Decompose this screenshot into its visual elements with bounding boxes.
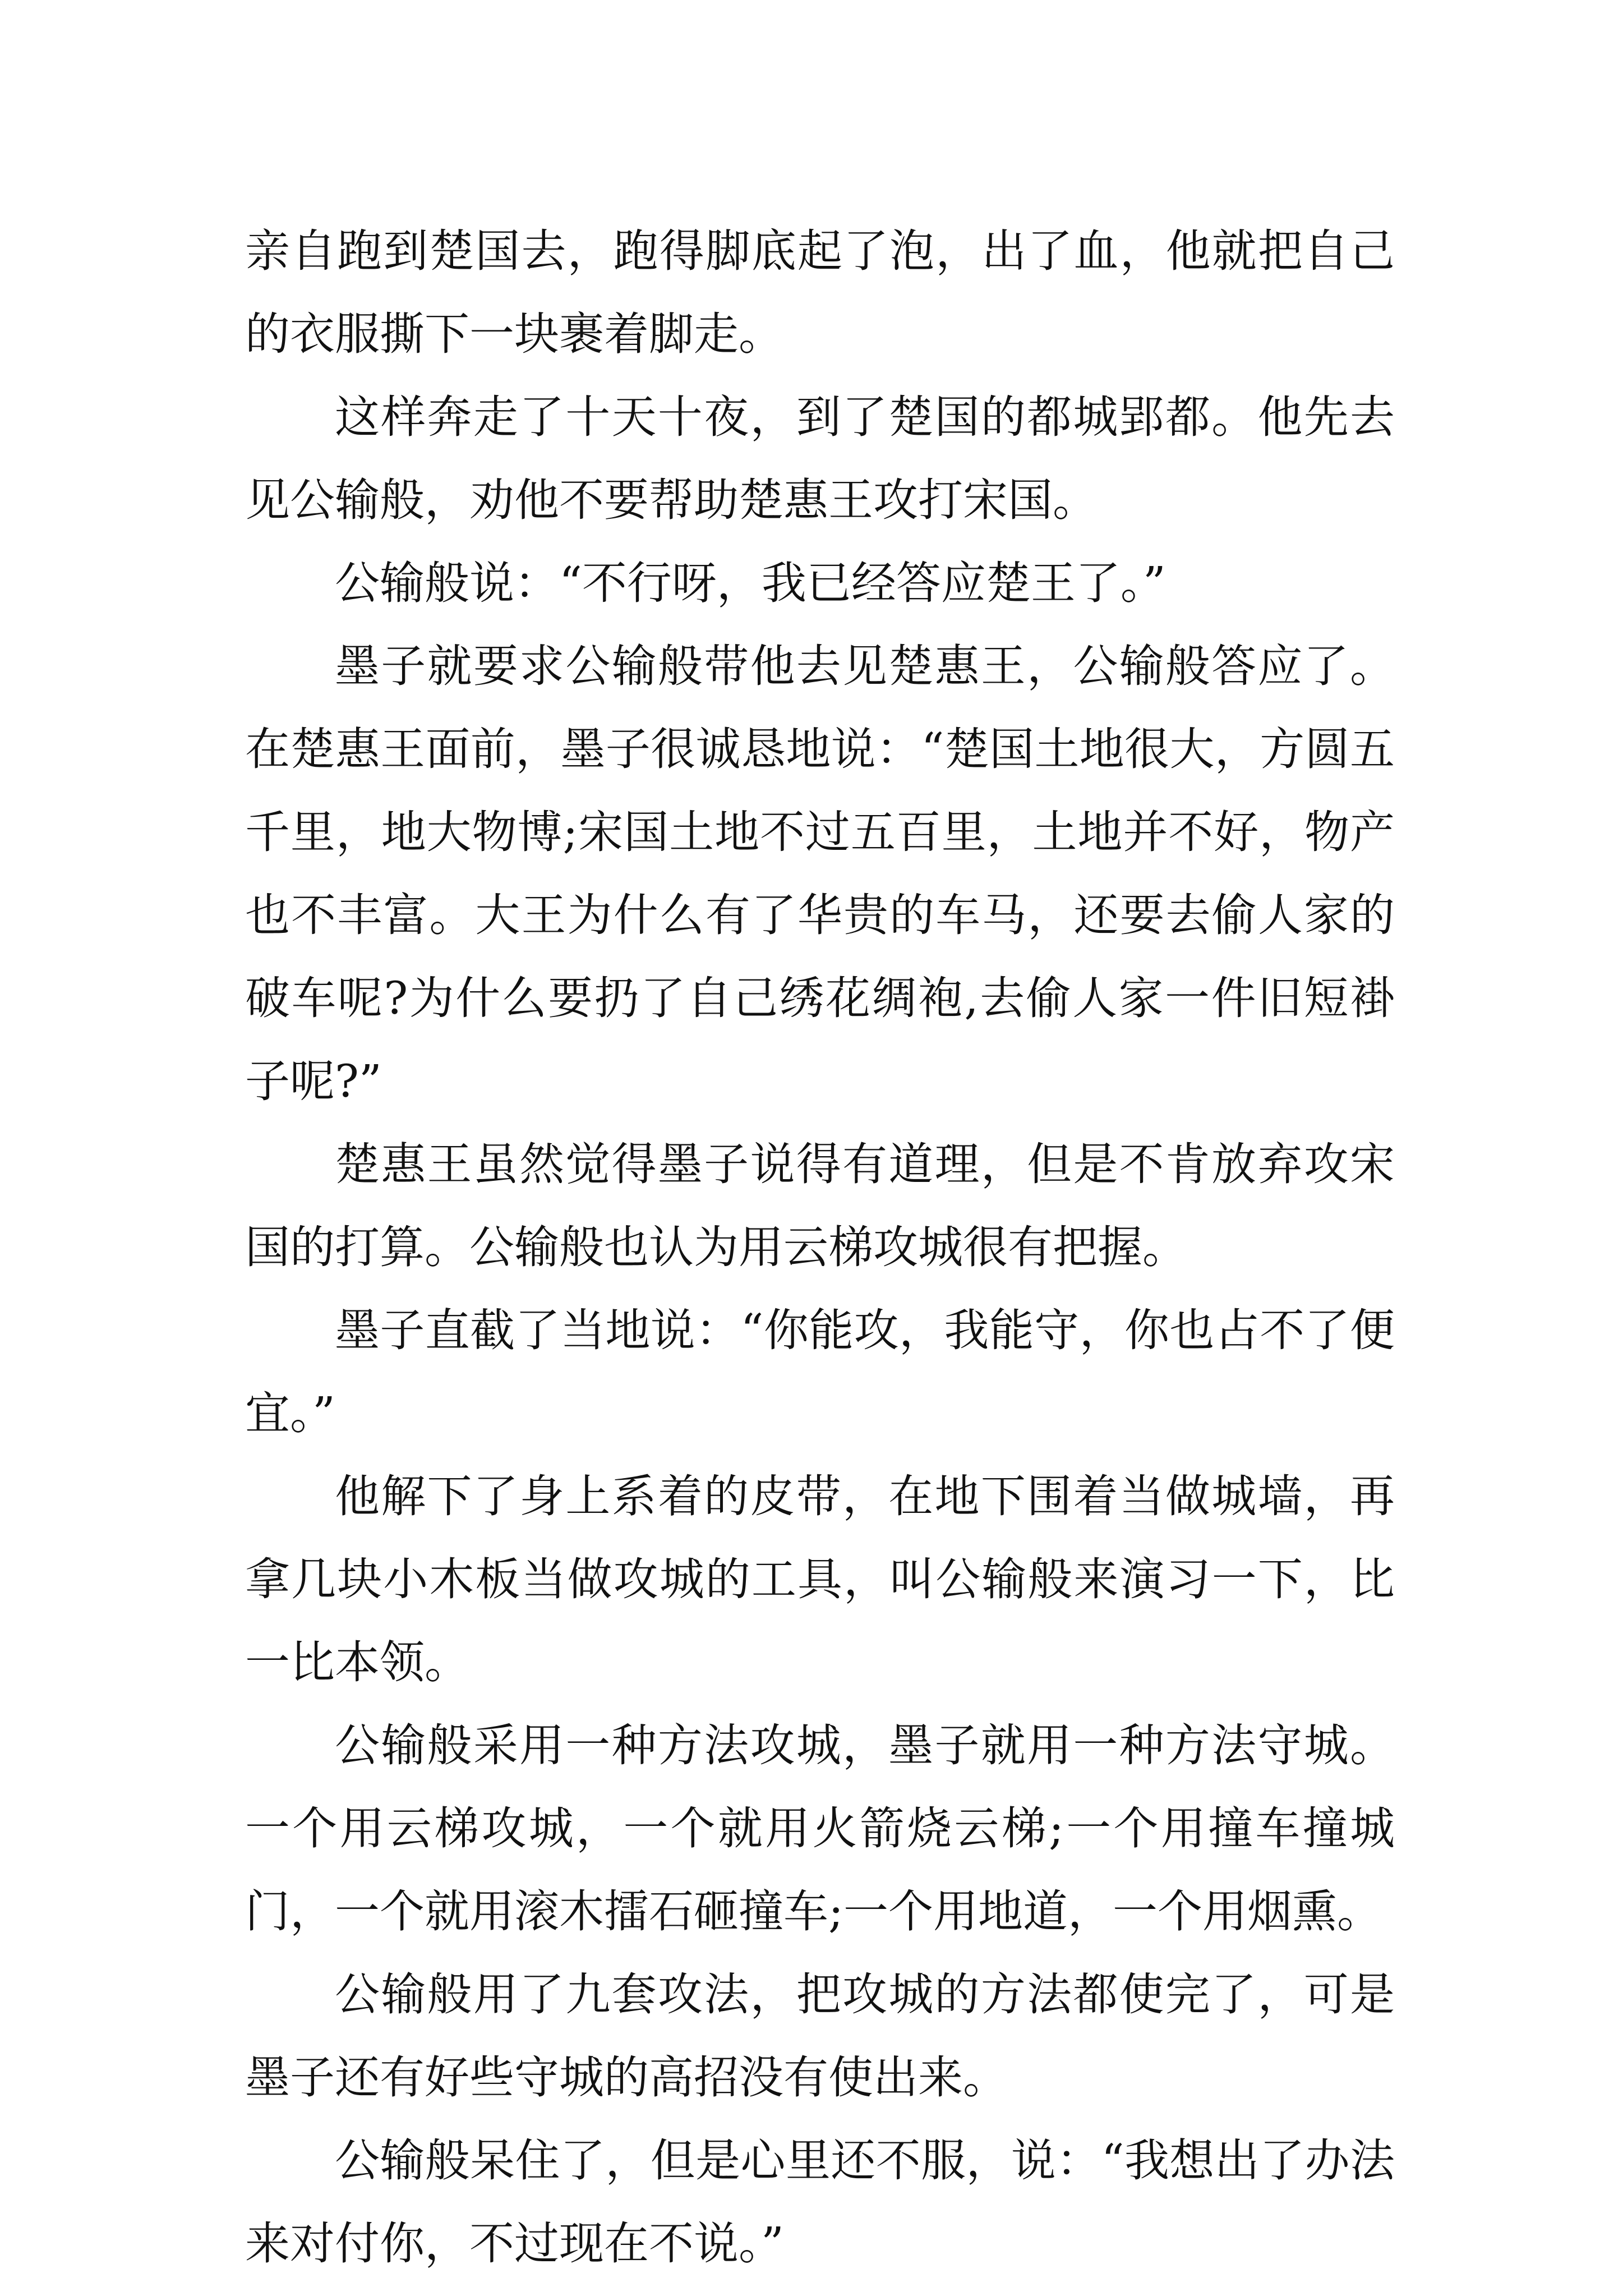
paragraph-6: 墨子直截了当地说：“你能攻，我能守，你也占不了便宜。”	[245, 1304, 1395, 1439]
paragraph-1: 亲自跑到楚国去，跑得脚底起了泡，出了血，他就把自己的衣服撕下一块裹着脚走。	[245, 225, 1395, 360]
document-body	[245, 210, 1395, 2285]
paragraph-10: 公输般呆住了，但是心里还不服，说：“我想出了办法来对付你，不过现在不说。”	[245, 2134, 1395, 2270]
paragraph-3: 公输般说：“不行呀，我已经答应楚王了。”	[335, 557, 1166, 609]
paragraph-9: 公输般用了九套攻法，把攻城的方法都使完了，可是墨子还有好些守城的高招没有使出来。	[245, 1968, 1395, 2104]
paragraph-8: 公输般采用一种方法攻城，墨子就用一种方法守城。一个用云梯攻城，一个就用火箭烧云梯;一个用撞车撞城门，一个就用滚木擂石砸撞车;一个用地道，一个用烟熏。	[245, 1719, 1395, 1938]
paragraph-2: 这样奔走了十天十夜，到了楚国的都城郢都。他先去见公输般，劝他不要帮助楚惠王攻打宋国。	[245, 391, 1395, 526]
paragraph-4: 墨子就要求公输般带他去见楚惠王，公输般答应了。在楚惠王面前，墨子很诚恳地说：“楚国土地很大，方圆五千里，地大物博;宋国土地不过五百里，土地并不好，物产也不丰富。大王为什么有了华贵的车马，还要去偷人家的破车呢?为什么要扔了自己绣花绸袍,去偷人家一件旧短褂子呢?”	[245, 640, 1395, 1107]
paragraph-7: 他解下了身上系着的皮带，在地下围着当做城墙，再拿几块小木板当做攻城的工具，叫公输般来演习一下，比一比本领。	[245, 1470, 1395, 1688]
paragraph-5: 楚惠王虽然觉得墨子说得有道理，但是不肯放弃攻宋国的打算。公输般也认为用云梯攻城很有把握。	[245, 1138, 1395, 1273]
